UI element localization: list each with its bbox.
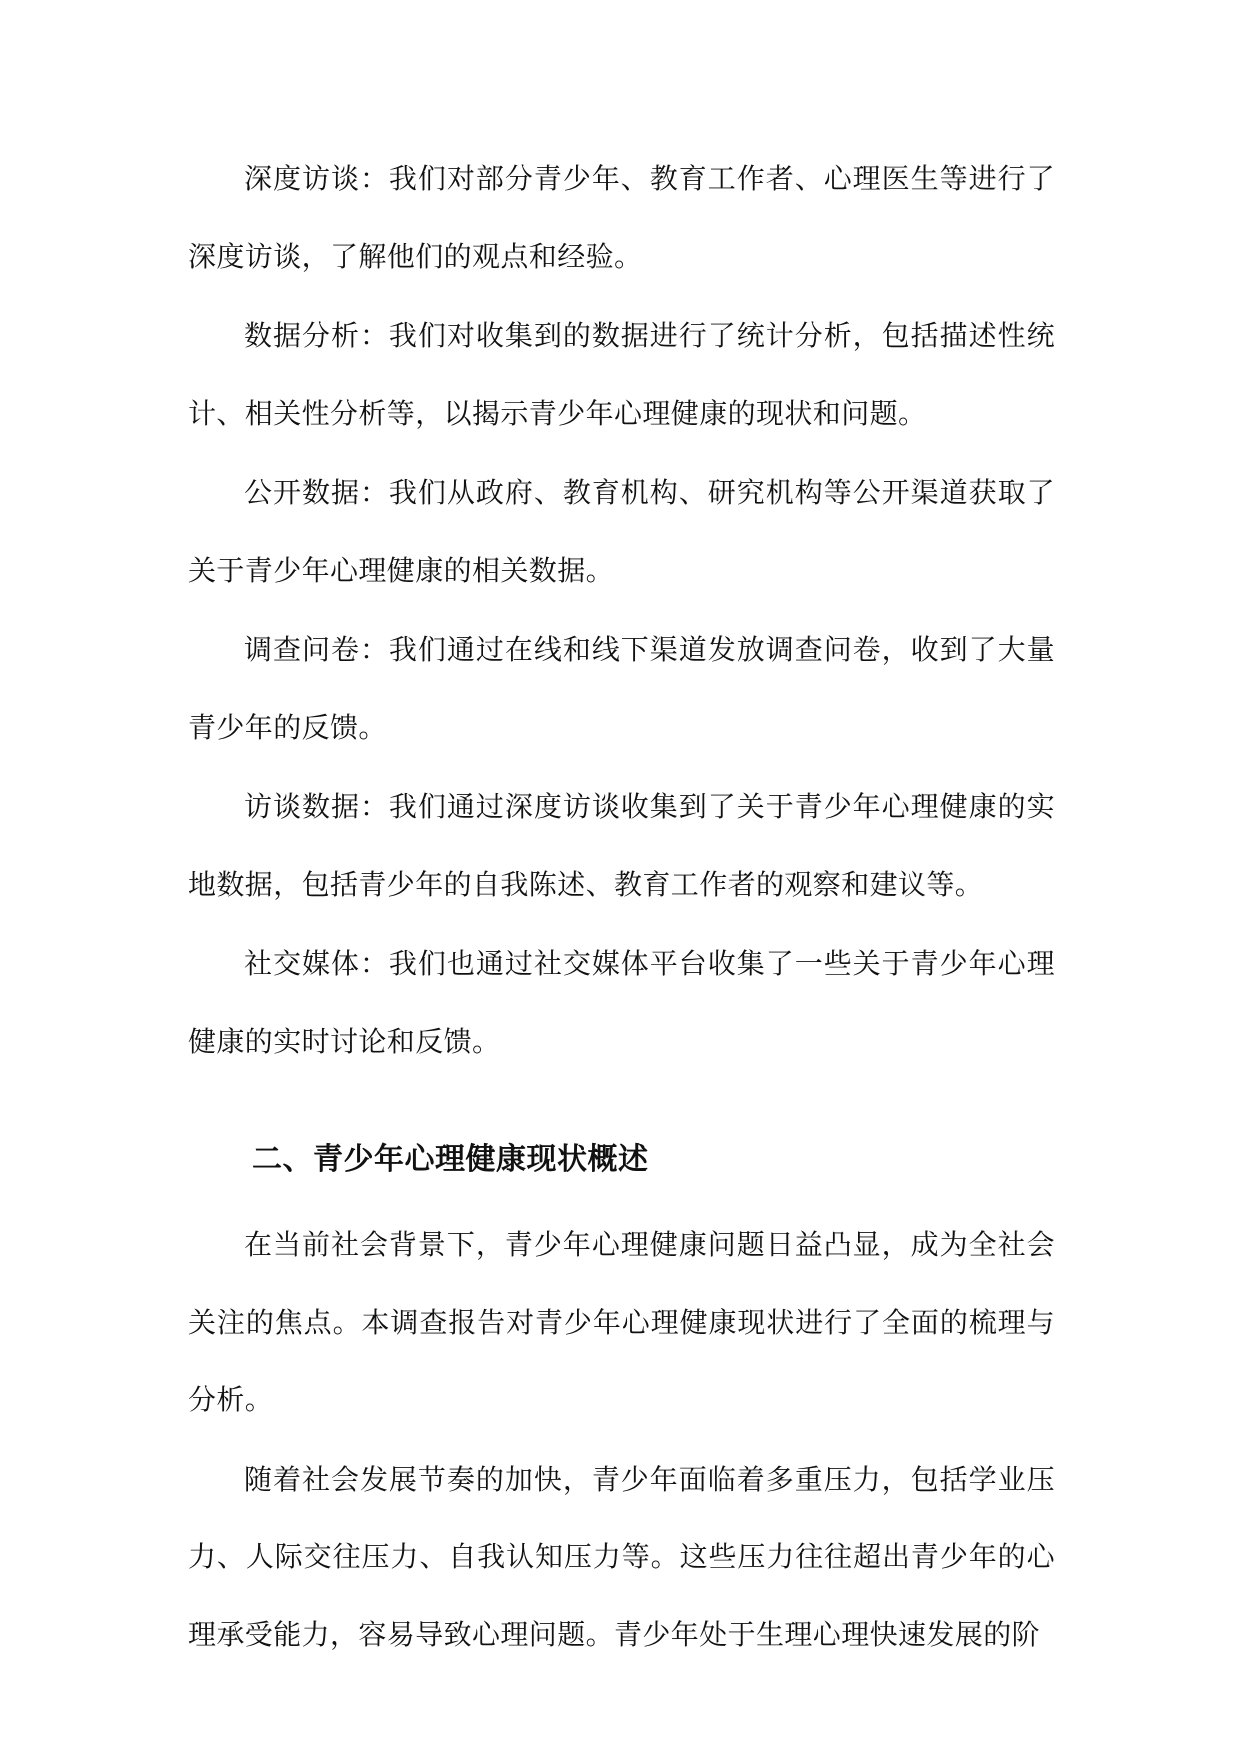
paragraph-current-background: 在当前社会背景下，青少年心理健康问题日益凸显，成为全社会关注的焦点。本调查报告对青少年心理健康现状进行了全面的梳理与分析。 xyxy=(188,1228,1055,1416)
paragraph-social-media: 社交媒体：我们也通过社交媒体平台收集了一些关于青少年心理健康的实时讨论和反馈。 xyxy=(188,947,1055,1058)
paragraph-in-depth-interviews: 深度访谈：我们对部分青少年、教育工作者、心理医生等进行了深度访谈，了解他们的观点和经验。 xyxy=(188,162,1055,273)
paragraph-public-data: 公开数据：我们从政府、教育机构、研究机构等公开渠道获取了关于青少年心理健康的相关数据。 xyxy=(188,476,1055,587)
section-heading: 二、青少年心理健康现状概述 xyxy=(252,1142,649,1177)
paragraph-data-analysis: 数据分析：我们对收集到的数据进行了统计分析，包括描述性统计、相关性分析等，以揭示青少年心理健康的现状和问题。 xyxy=(188,319,1055,430)
document-body xyxy=(188,140,1055,1675)
paragraph-questionnaire: 调查问卷：我们通过在线和线下渠道发放调查问卷，收到了大量青少年的反馈。 xyxy=(188,633,1055,744)
paragraph-interview-data: 访谈数据：我们通过深度访谈收集到了关于青少年心理健康的实地数据，包括青少年的自我陈述、教育工作者的观察和建议等。 xyxy=(188,790,1055,901)
paragraph-social-pressure: 随着社会发展节奏的加快，青少年面临着多重压力，包括学业压力、人际交往压力、自我认知压力等。这些压力往往超出青少年的心理承受能力，容易导致心理问题。青少年处于生理心理快速发展的阶 xyxy=(188,1462,1055,1651)
